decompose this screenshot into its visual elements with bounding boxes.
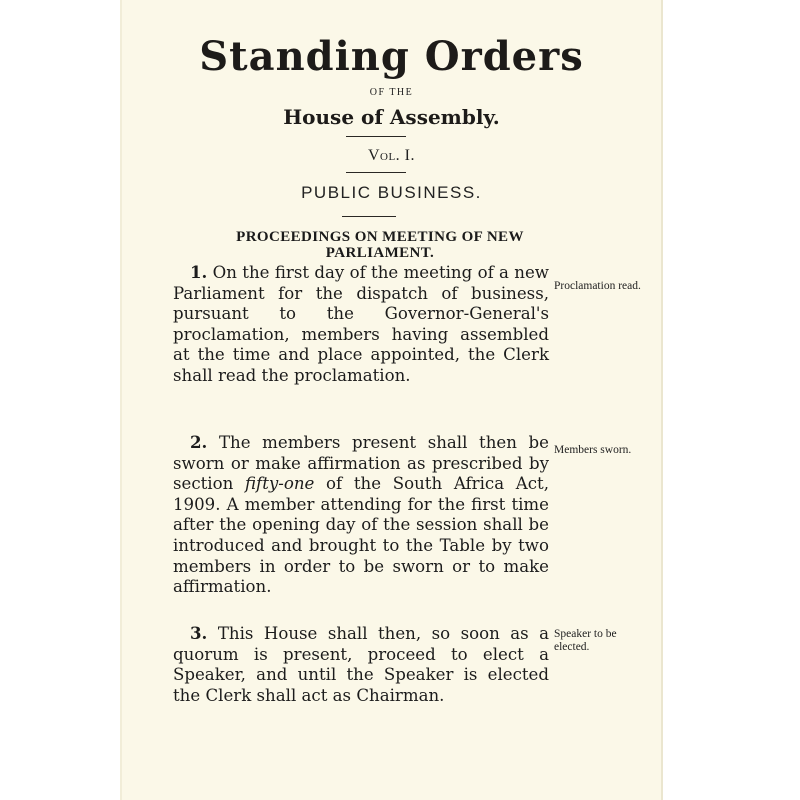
divider-rule	[346, 136, 406, 137]
standing-order-2	[173, 432, 549, 598]
order-text: On the first day of the meeting of a new Parliament for the dispatch of business, pursuant to the Governor-General's proclamation, members having assembled at the time and place appointed, the Clerk shall read the proclamation.	[173, 263, 549, 385]
order-text: The members present shall then be sworn or make affirmation as prescribed by section	[173, 433, 549, 494]
order-number: 3.	[190, 623, 208, 643]
house-of-assembly-title: House of Assembly.	[283, 105, 500, 129]
standing-order-1	[173, 262, 549, 387]
margin-note-members-sworn: Members sworn.	[554, 444, 632, 456]
proceedings-heading: PROCEEDINGS ON MEETING OF NEW PARLIAMENT.	[236, 229, 524, 261]
standing-order-3	[173, 623, 549, 706]
order-number: 2.	[190, 432, 208, 452]
margin-note-proclamation: Proclamation read.	[554, 280, 641, 292]
order-text: This House shall then, so soon as a quorum is present, proceed to elect a Speaker, and until the Speaker is elected the Clerk shall act as Chairman.	[173, 624, 550, 705]
document-title: Standing Orders	[199, 33, 584, 80]
volume-text: Vol. I.	[367, 147, 416, 164]
order-number: 1.	[190, 262, 208, 282]
of-the-label: OF THE	[369, 87, 414, 98]
volume-label	[120, 146, 663, 166]
divider-rule	[342, 216, 396, 217]
order-text: of the South Africa Act, 1909. A member attending for the first time after the opening day of the session shall be introduced and brought to the Table by two members in order to be sworn or to make affirmation.	[173, 474, 550, 597]
margin-note-speaker: Speaker to be elected.	[554, 628, 617, 653]
section-title: PUBLIC BUSINESS.	[301, 183, 482, 202]
order-text-italic: fifty-one	[244, 474, 315, 494]
divider-rule	[346, 172, 406, 173]
